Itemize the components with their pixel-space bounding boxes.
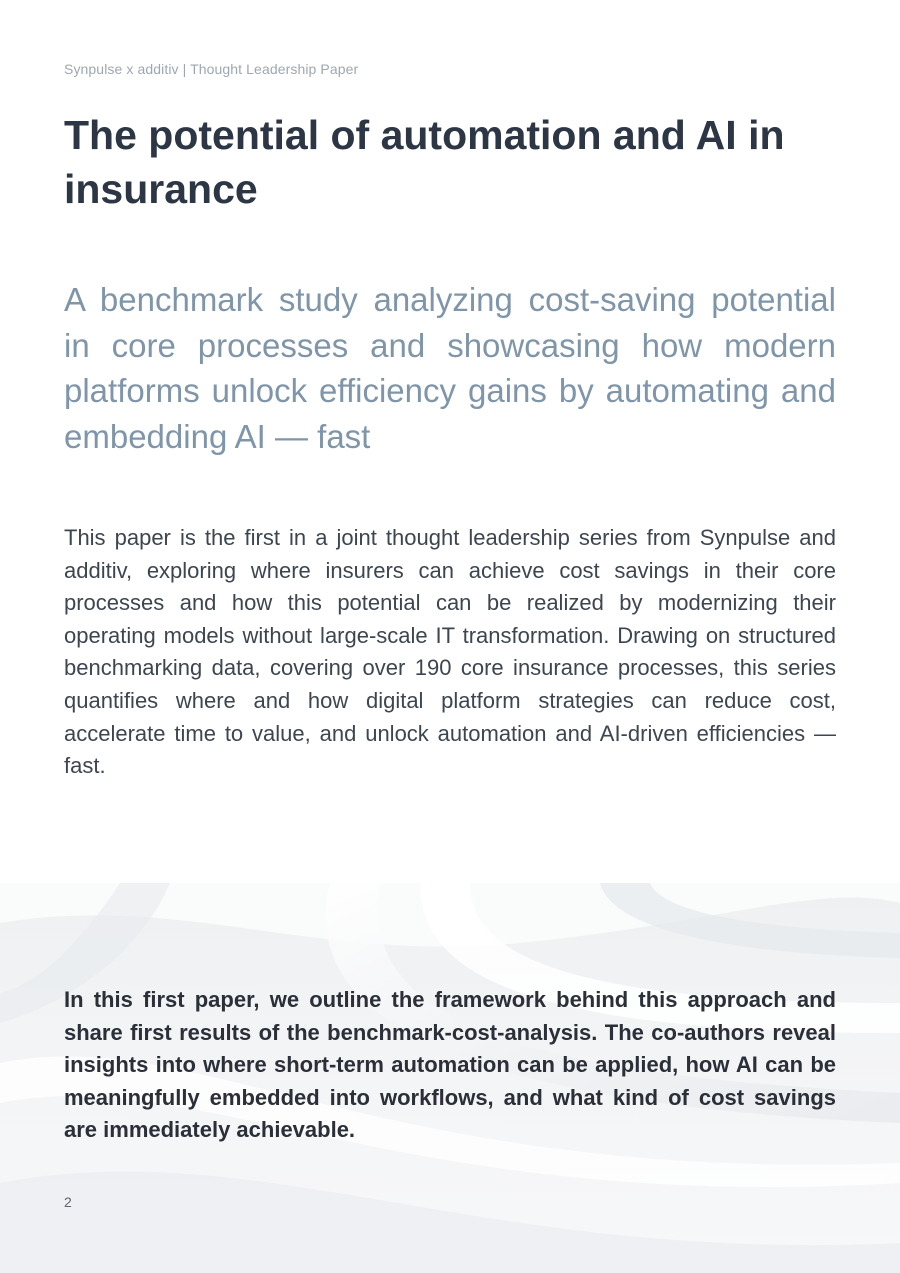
page-number: 2 [64,1194,72,1210]
page-title: The potential of automation and AI in insurance [64,112,785,212]
intro-paragraph: This paper is the first in a joint thought leadership series from Synpulse and additiv, exploring where insurers can achieve cost savings in their core processes and how this potential can be realized by modernizing their operating models without large-scale IT transformation. Drawing on structured benchmarking data, covering over 190 core insurance processes, this series quantifies where and how digital platform strategies can reduce cost, accelerate time to value, and unlock automation and AI-driven efficiencies — fast. [64,525,836,779]
running-header: Synpulse x additiv | Thought Leadership Paper [64,61,359,77]
page-subtitle: A benchmark study analyzing cost-saving potential in core processes and showcasing how modern platforms unlock efficiency gains by automating and embedding AI — fast [64,281,836,455]
summary-callout: In this first paper, we outline the framework behind this approach and share first results of the benchmark-cost-analysis. The co-authors reveal insights into where short-term automation can be applied, how AI can be meaningfully embedded into workflows, and what kind of cost savings are immediately achievable. [64,987,836,1143]
